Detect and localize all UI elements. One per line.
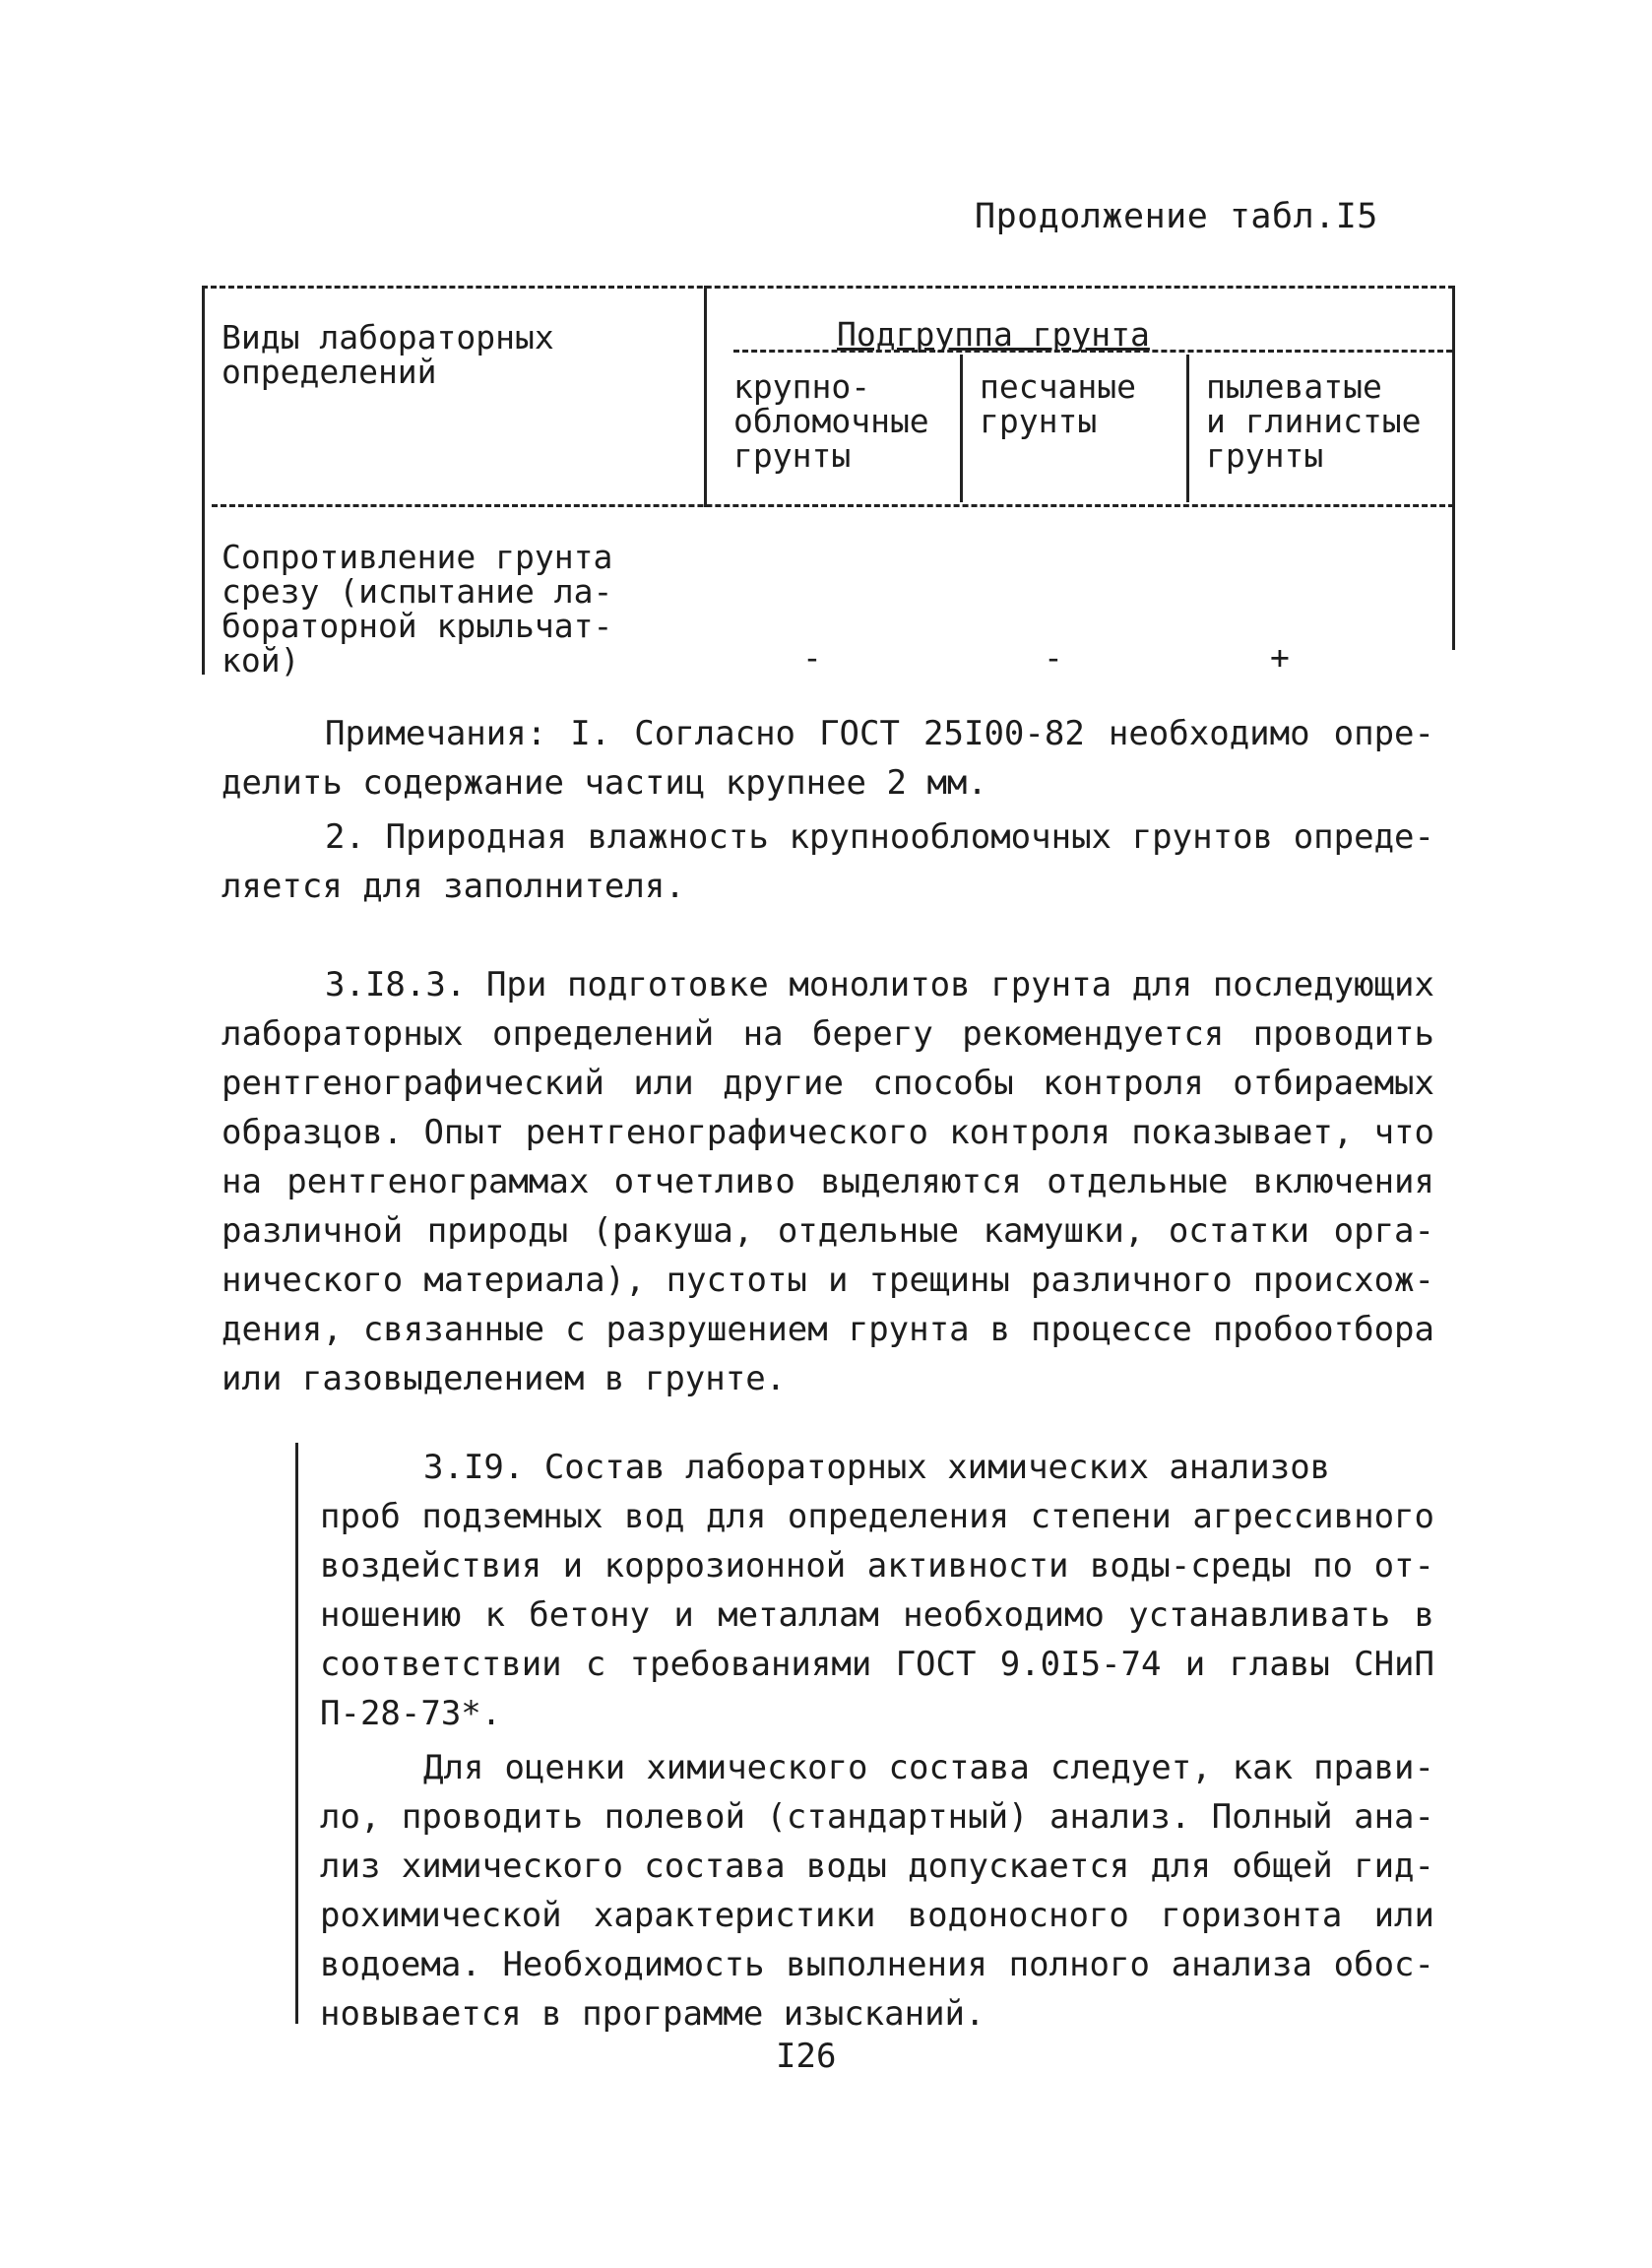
note-2-line: ляется для заполнителя. xyxy=(222,867,685,906)
paragraph-line: дения, связанные с разрушением грунта в процессе пробоотбора xyxy=(222,1310,1434,1349)
paragraph-line: нического материала), пустоты и трещины различного происхож- xyxy=(222,1261,1434,1300)
revision-margin-bar xyxy=(295,1443,298,2024)
paragraph-line: лиз химического состава воды допускается для общей гид- xyxy=(320,1847,1434,1886)
table-subcol-header-sand: песчаные грунты xyxy=(980,367,1136,440)
paragraph-line: образцов. Опыт рентгенографического контроля показывает, что xyxy=(222,1113,1434,1152)
paragraph-line: соответствии с требованиями ГОСТ 9.0I5-74 и главы СНиП xyxy=(320,1645,1434,1684)
section-3-18-3-body xyxy=(222,1009,1434,1403)
paragraph-line: лабораторных определений на берегу рекомендуется проводить xyxy=(222,1014,1434,1054)
table-subcol-divider-2 xyxy=(1186,355,1189,502)
paragraph-line: ношению к бетону и металлам необходимо устанавливать в xyxy=(320,1595,1434,1635)
table-cell-silt-clay: + xyxy=(1270,638,1290,677)
table-row-label: Сопротивление грунта срезу (испытание ла- бораторной крыльчат- кой) xyxy=(222,538,613,680)
paragraph-line: рохимической характеристики водоносного горизонта или xyxy=(320,1896,1434,1935)
table-header-rule xyxy=(212,504,1454,507)
paragraph-line: на рентгенограммах отчетливо выделяются отдельные включения xyxy=(222,1162,1434,1201)
paragraph-line: Для оценки химического состава следует, как прави- xyxy=(423,1748,1434,1787)
paragraph-line: П-28-73*. xyxy=(320,1694,502,1733)
paragraph-line: ло, проводить полевой (стандартный) анализ. Полный ана- xyxy=(320,1797,1434,1837)
table-group-header: Подгруппа грунта xyxy=(837,315,1150,354)
paragraph-line: проб подземных вод для определения степени агрессивного xyxy=(320,1497,1434,1536)
section-3-19-para2-body xyxy=(320,1792,1434,2039)
paragraph-line: различной природы (ракуша, отдельные камушки, остатки орга- xyxy=(222,1211,1434,1251)
table-top-rule xyxy=(202,286,1454,289)
paragraph-line: воздействия и коррозионной активности воды-среды по от- xyxy=(320,1546,1434,1586)
table-cell-sand: - xyxy=(1044,638,1063,677)
note-2-line: 2. Природная влажность крупнообломочных грунтов опреде- xyxy=(325,817,1434,857)
note-1-line: делить содержание частиц крупнее 2 мм. xyxy=(222,763,987,803)
table-subcol-divider-1 xyxy=(960,355,963,502)
note-1-cont xyxy=(222,758,1434,808)
page-number: I26 xyxy=(776,2037,837,2076)
section-3-18-3-first xyxy=(325,960,1434,1009)
table-col-divider xyxy=(704,286,707,507)
paragraph-line: рентгенографический или другие способы контроля отбираемых xyxy=(222,1064,1434,1103)
note-2-cont xyxy=(222,862,1434,911)
table-continuation-label: Продолжение табл.I5 xyxy=(975,197,1378,236)
paragraph-line: 3.I8.3. При подготовке монолитов грунта для последующих xyxy=(325,965,1434,1004)
table-subcol-header-silt-clay: пылеватые и глинистые грунты xyxy=(1206,367,1422,475)
note-2 xyxy=(325,812,1434,862)
table-left-border xyxy=(202,286,205,675)
paragraph-line: водоема. Необходимость выполнения полного анализа обос- xyxy=(320,1945,1434,1984)
paragraph-line: новывается в программе изысканий. xyxy=(320,1994,985,2034)
table-right-border xyxy=(1452,286,1455,650)
paragraph-line: или газовыделением в грунте. xyxy=(222,1359,787,1398)
paragraph-line: 3.I9. Состав лабораторных химических анализов xyxy=(423,1448,1331,1487)
note-1-line: Примечания: I. Согласно ГОСТ 25I00-82 необходимо опре- xyxy=(325,714,1434,753)
section-3-19-para2-first xyxy=(423,1743,1434,1792)
table-col1-header: Виды лабораторных определений xyxy=(222,318,554,391)
section-3-19-first xyxy=(423,1443,1368,1492)
table-cell-coarse: - xyxy=(802,638,822,677)
note-1 xyxy=(325,709,1434,758)
table-subcol-header-coarse: крупно- обломочные грунты xyxy=(733,367,929,475)
section-3-19-body xyxy=(320,1492,1434,1738)
